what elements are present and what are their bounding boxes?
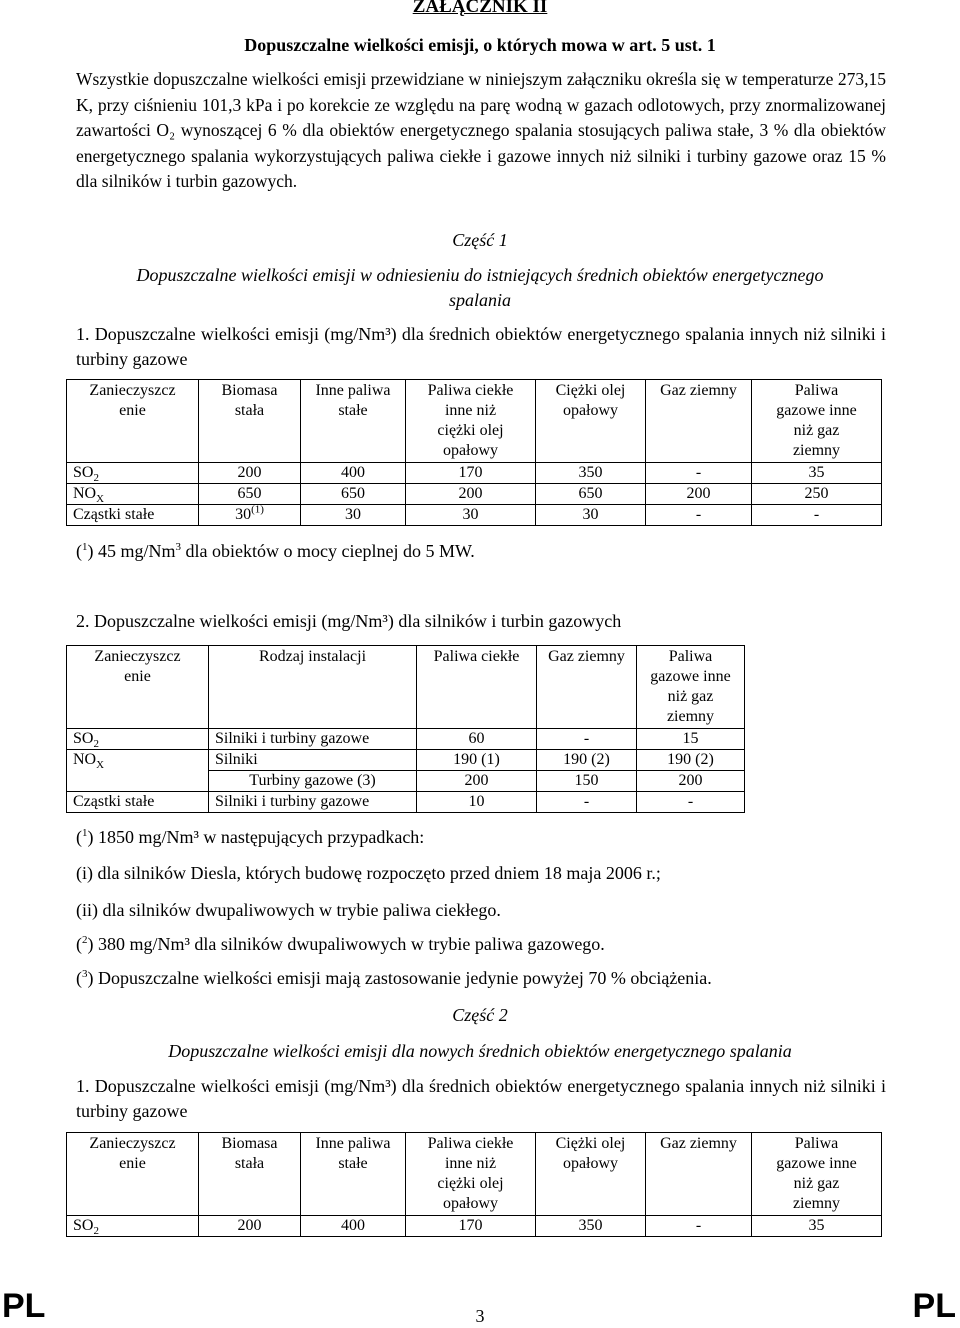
emission-table-engines xyxy=(66,645,745,813)
header-natural-gas: Gaz ziemny xyxy=(646,380,752,463)
value-cell: 200 xyxy=(406,484,536,505)
value-cell: 30 xyxy=(301,505,406,526)
value-cell: 350 xyxy=(536,1216,646,1237)
installation-cell: Silniki xyxy=(209,750,417,771)
pollutant-cell: $NO_X$ xyxy=(67,484,199,505)
value-cell: 350 xyxy=(536,463,646,484)
table-header-row xyxy=(67,646,745,729)
table-row xyxy=(67,792,745,813)
value-cell: 35 xyxy=(752,463,882,484)
value-cell: - xyxy=(637,792,745,813)
header-other-gaseous-fuels: Paliwa gazowe inne niż gaz ziemny xyxy=(752,1133,882,1216)
header-solid-biomass: Biomasa stała xyxy=(199,1133,301,1216)
header-heavy-fuel-oil: Ciężki olej opałowy xyxy=(536,380,646,463)
part1-subheading: Dopuszczalne wielkości emisji w odniesieniu do istniejących średnich obiektów energetycznego spalania xyxy=(136,265,824,310)
installation-cell: Turbiny gazowe (3) xyxy=(209,771,417,792)
table-row xyxy=(67,505,882,526)
value-cell: 190 (1) xyxy=(417,750,537,771)
value-cell: 650 xyxy=(301,484,406,505)
footnote-2-2: ($^2$) 380 mg/Nm³ dla silników dwupaliwowych w trybie paliwa gazowego. xyxy=(76,934,605,954)
installation-cell: Silniki i turbiny gazowe xyxy=(209,729,417,750)
table-row xyxy=(67,750,745,771)
annex-subtitle: Dopuszczalne wielkości emisji, o których mowa w art. 5 ust. 1 xyxy=(244,35,716,55)
pollutant-cell: $SO_2$ xyxy=(67,463,199,484)
footer-language-right: PL xyxy=(912,1287,956,1325)
value-cell: 15 xyxy=(637,729,745,750)
pollutant-cell: Cząstki stałe xyxy=(67,505,199,526)
part1-heading: Część 1 xyxy=(452,230,508,250)
value-cell: 30$^{(1)}$ xyxy=(199,505,301,526)
installation-cell: Silniki i turbiny gazowe xyxy=(209,792,417,813)
table-row xyxy=(67,484,882,505)
header-natural-gas: Gaz ziemny xyxy=(646,1133,752,1216)
value-cell: - xyxy=(537,729,637,750)
value-cell: 400 xyxy=(301,1216,406,1237)
header-natural-gas: Gaz ziemny xyxy=(537,646,637,729)
value-cell: 200 xyxy=(637,771,745,792)
part1-section2-title: 2. Dopuszczalne wielkości emisji (mg/Nm³) dla silników i turbin gazowych xyxy=(76,611,622,631)
value-cell: 170 xyxy=(406,463,536,484)
value-cell: 170 xyxy=(406,1216,536,1237)
pollutant-cell: $SO_2$ xyxy=(67,729,209,750)
part2-subheading: Dopuszczalne wielkości emisji dla nowych średnich obiektów energetycznego spalania xyxy=(168,1041,792,1061)
table-row xyxy=(67,729,745,750)
value-cell: - xyxy=(752,505,882,526)
footnote-2-1-ii: (ii) dla silników dwupaliwowych w trybie paliwa ciekłego. xyxy=(76,900,501,920)
pollutant-cell: $NO_X$ xyxy=(67,750,209,792)
table-row xyxy=(67,463,882,484)
value-cell: 60 xyxy=(417,729,537,750)
header-liquid-fuels: Paliwa ciekłe inne niż ciężki olej opałowy xyxy=(406,380,536,463)
value-cell: 650 xyxy=(199,484,301,505)
annex-title: ZAŁĄCZNIK II xyxy=(412,0,548,17)
value-cell: 650 xyxy=(536,484,646,505)
part1-section1-title: 1. Dopuszczalne wielkości emisji (mg/Nm³) dla średnich obiektów energetycznego spalania innych niż silniki i turbiny gazowe xyxy=(76,324,886,369)
emission-table-existing xyxy=(66,379,882,526)
pollutant-cell: Cząstki stałe xyxy=(67,792,209,813)
value-cell: 190 (2) xyxy=(637,750,745,771)
footnote-1: ($^1$) 45 mg/Nm$^3$ dla obiektów o mocy cieplnej do 5 MW. xyxy=(76,541,475,561)
header-pollutant: Zanieczyszcz enie xyxy=(67,1133,199,1216)
emission-table-new xyxy=(66,1132,882,1237)
page-number: 3 xyxy=(475,1306,485,1326)
header-other-gaseous-fuels: Paliwa gazowe inne niż gaz ziemny xyxy=(752,380,882,463)
header-pollutant: Zanieczyszcz enie xyxy=(67,646,209,729)
header-heavy-fuel-oil: Ciężki olej opałowy xyxy=(536,1133,646,1216)
value-cell: 200 xyxy=(417,771,537,792)
value-cell: - xyxy=(646,463,752,484)
footnote-2-3: ($^3$) Dopuszczalne wielkości emisji mają zastosowanie jedynie powyżej 70 % obciążenia. xyxy=(76,968,712,988)
value-cell: 200 xyxy=(646,484,752,505)
table-header-row xyxy=(67,1133,882,1216)
table-row xyxy=(67,1216,882,1237)
value-cell: 30 xyxy=(406,505,536,526)
footnote-2-1-i: (i) dla silników Diesla, których budowę rozpoczęto przed dniem 18 maja 2006 r.; xyxy=(76,863,661,883)
header-other-solid-fuels: Inne paliwa stałe xyxy=(301,380,406,463)
value-cell: - xyxy=(537,792,637,813)
value-cell: - xyxy=(646,505,752,526)
value-cell: 200 xyxy=(199,463,301,484)
value-cell: 150 xyxy=(537,771,637,792)
value-cell: 10 xyxy=(417,792,537,813)
pollutant-cell: $SO_2$ xyxy=(67,1216,199,1237)
part2-section1-title: 1. Dopuszczalne wielkości emisji (mg/Nm³) dla średnich obiektów energetycznego spalania innych niż silniki i turbiny gazowe xyxy=(76,1076,886,1121)
header-installation-type: Rodzaj instalacji xyxy=(209,646,417,729)
intro-paragraph: Wszystkie dopuszczalne wielkości emisji przewidziane w niniejszym załączniku określa się w temperaturze 273,15 K, przy ciśnieniu 101,3 kPa i po korekcie ze względu na parę wodną w gazach odlotowych, przy znormalizowanej zawartości O₂ wynoszącej 6 % dla obiektów energetycznego spalania stosujących paliwa stałe, 3 % dla obiektów energetycznego spalania wykorzystujących paliwa ciekłe i gazowe innych niż silniki i turbiny gazowe oraz 15 % dla silników i turbin gazowych. xyxy=(76,69,886,191)
value-cell: 190 (2) xyxy=(537,750,637,771)
value-cell: 35 xyxy=(752,1216,882,1237)
value-cell: - xyxy=(646,1216,752,1237)
footnote-2-1: ($^1$) 1850 mg/Nm³ w następujących przypadkach: xyxy=(76,827,425,847)
table-header-row xyxy=(67,380,882,463)
header-liquid-fuels: Paliwa ciekłe inne niż ciężki olej opałowy xyxy=(406,1133,536,1216)
value-cell: 250 xyxy=(752,484,882,505)
header-solid-biomass: Biomasa stała xyxy=(199,380,301,463)
part2-heading: Część 2 xyxy=(452,1005,508,1025)
header-other-solid-fuels: Inne paliwa stałe xyxy=(301,1133,406,1216)
header-pollutant: Zanieczyszcz enie xyxy=(67,380,199,463)
header-other-gaseous-fuels: Paliwa gazowe inne niż gaz ziemny xyxy=(637,646,745,729)
header-liquid-fuels: Paliwa ciekłe xyxy=(417,646,537,729)
footer-language-left: PL xyxy=(2,1287,46,1325)
value-cell: 400 xyxy=(301,463,406,484)
value-cell: 200 xyxy=(199,1216,301,1237)
value-cell: 30 xyxy=(536,505,646,526)
